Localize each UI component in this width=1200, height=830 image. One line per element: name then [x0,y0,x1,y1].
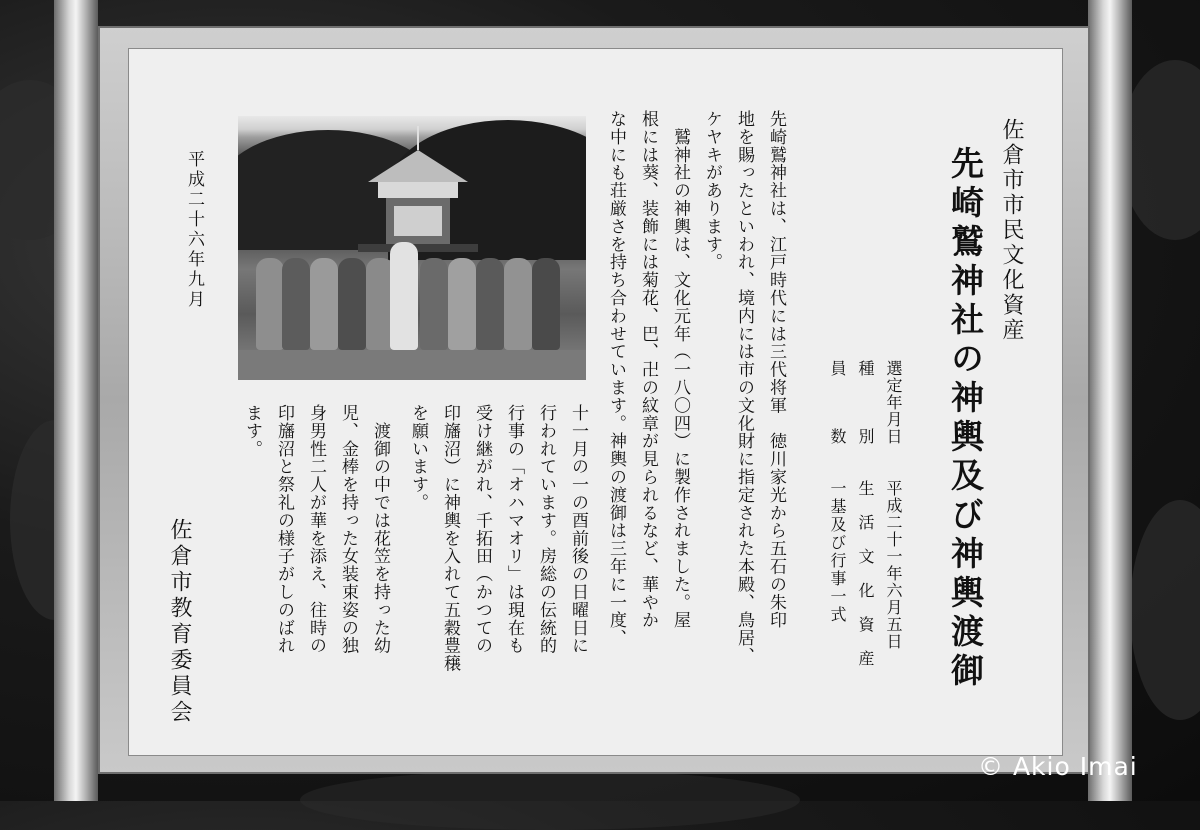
body-line: 渡御の中では花笠を持った幼 [370,404,390,655]
body-line: 先崎鷲神社は、江戸時代には三代将軍 徳川家光から五石の朱印 [766,110,786,630]
body-line: 児、金棒を持った女装束姿の独 [338,404,358,655]
body-line: 根には葵、装飾には菊花、巴、卍の紋章が見られるなど、華やか [638,110,658,630]
attribute-value-type: 生 活 文 化 資 産 [856,480,875,667]
body-line: 行事の「オハマオリ」は現在も [504,404,524,655]
body-line: 地を賜ったといわれ、境内には市の文化財に指定された本殿、鳥居、 [734,110,754,665]
mikoshi-procession-photo [238,116,586,380]
body-line: ケヤキがあります。 [702,110,722,272]
attribute-value-selected-date: 平成二十一年六月五日 [884,480,903,650]
body-line: な中にも荘厳さを持ち合わせています。神輿の渡御は三年に一度、 [606,110,626,647]
photo-credit-watermark: © Akio Imai [978,752,1138,781]
attribute-label-count: 員 数 [828,360,847,445]
attribute-label-selected-date: 選定年月日 [884,360,903,445]
sign-title: 先崎鷲神社の神輿及び神輿渡御 [946,146,985,692]
body-line: 身男性二人が華を添え、往時の [306,404,326,655]
body-line: を願います。 [408,404,428,512]
sign-date: 平成二十六年九月 [184,150,204,310]
sign-category: 佐倉市市民文化資産 [999,118,1024,343]
sign-issuer: 佐倉市教育委員会 [167,518,192,726]
body-line: 十一月の一の酉前後の日曜日に [568,404,588,655]
left-sign-post [54,0,98,801]
attribute-label-type: 種 別 [856,360,875,445]
body-line: ます。 [242,404,262,458]
body-line: 鷲神社の神輿は、文化元年（一八〇四）に製作されました。屋 [670,110,690,630]
body-line: 受け継がれ、千拓田（かつての [472,404,492,655]
body-line: 行われています。房総の伝統的 [536,404,556,655]
body-line: 印旛沼）に神輿を入れて五穀豊穣 [440,404,460,673]
body-line: 印旛沼と祭礼の様子がしのばれ [274,404,294,655]
attribute-value-count: 一基及び行事一式 [828,480,847,624]
right-sign-post [1088,0,1132,801]
